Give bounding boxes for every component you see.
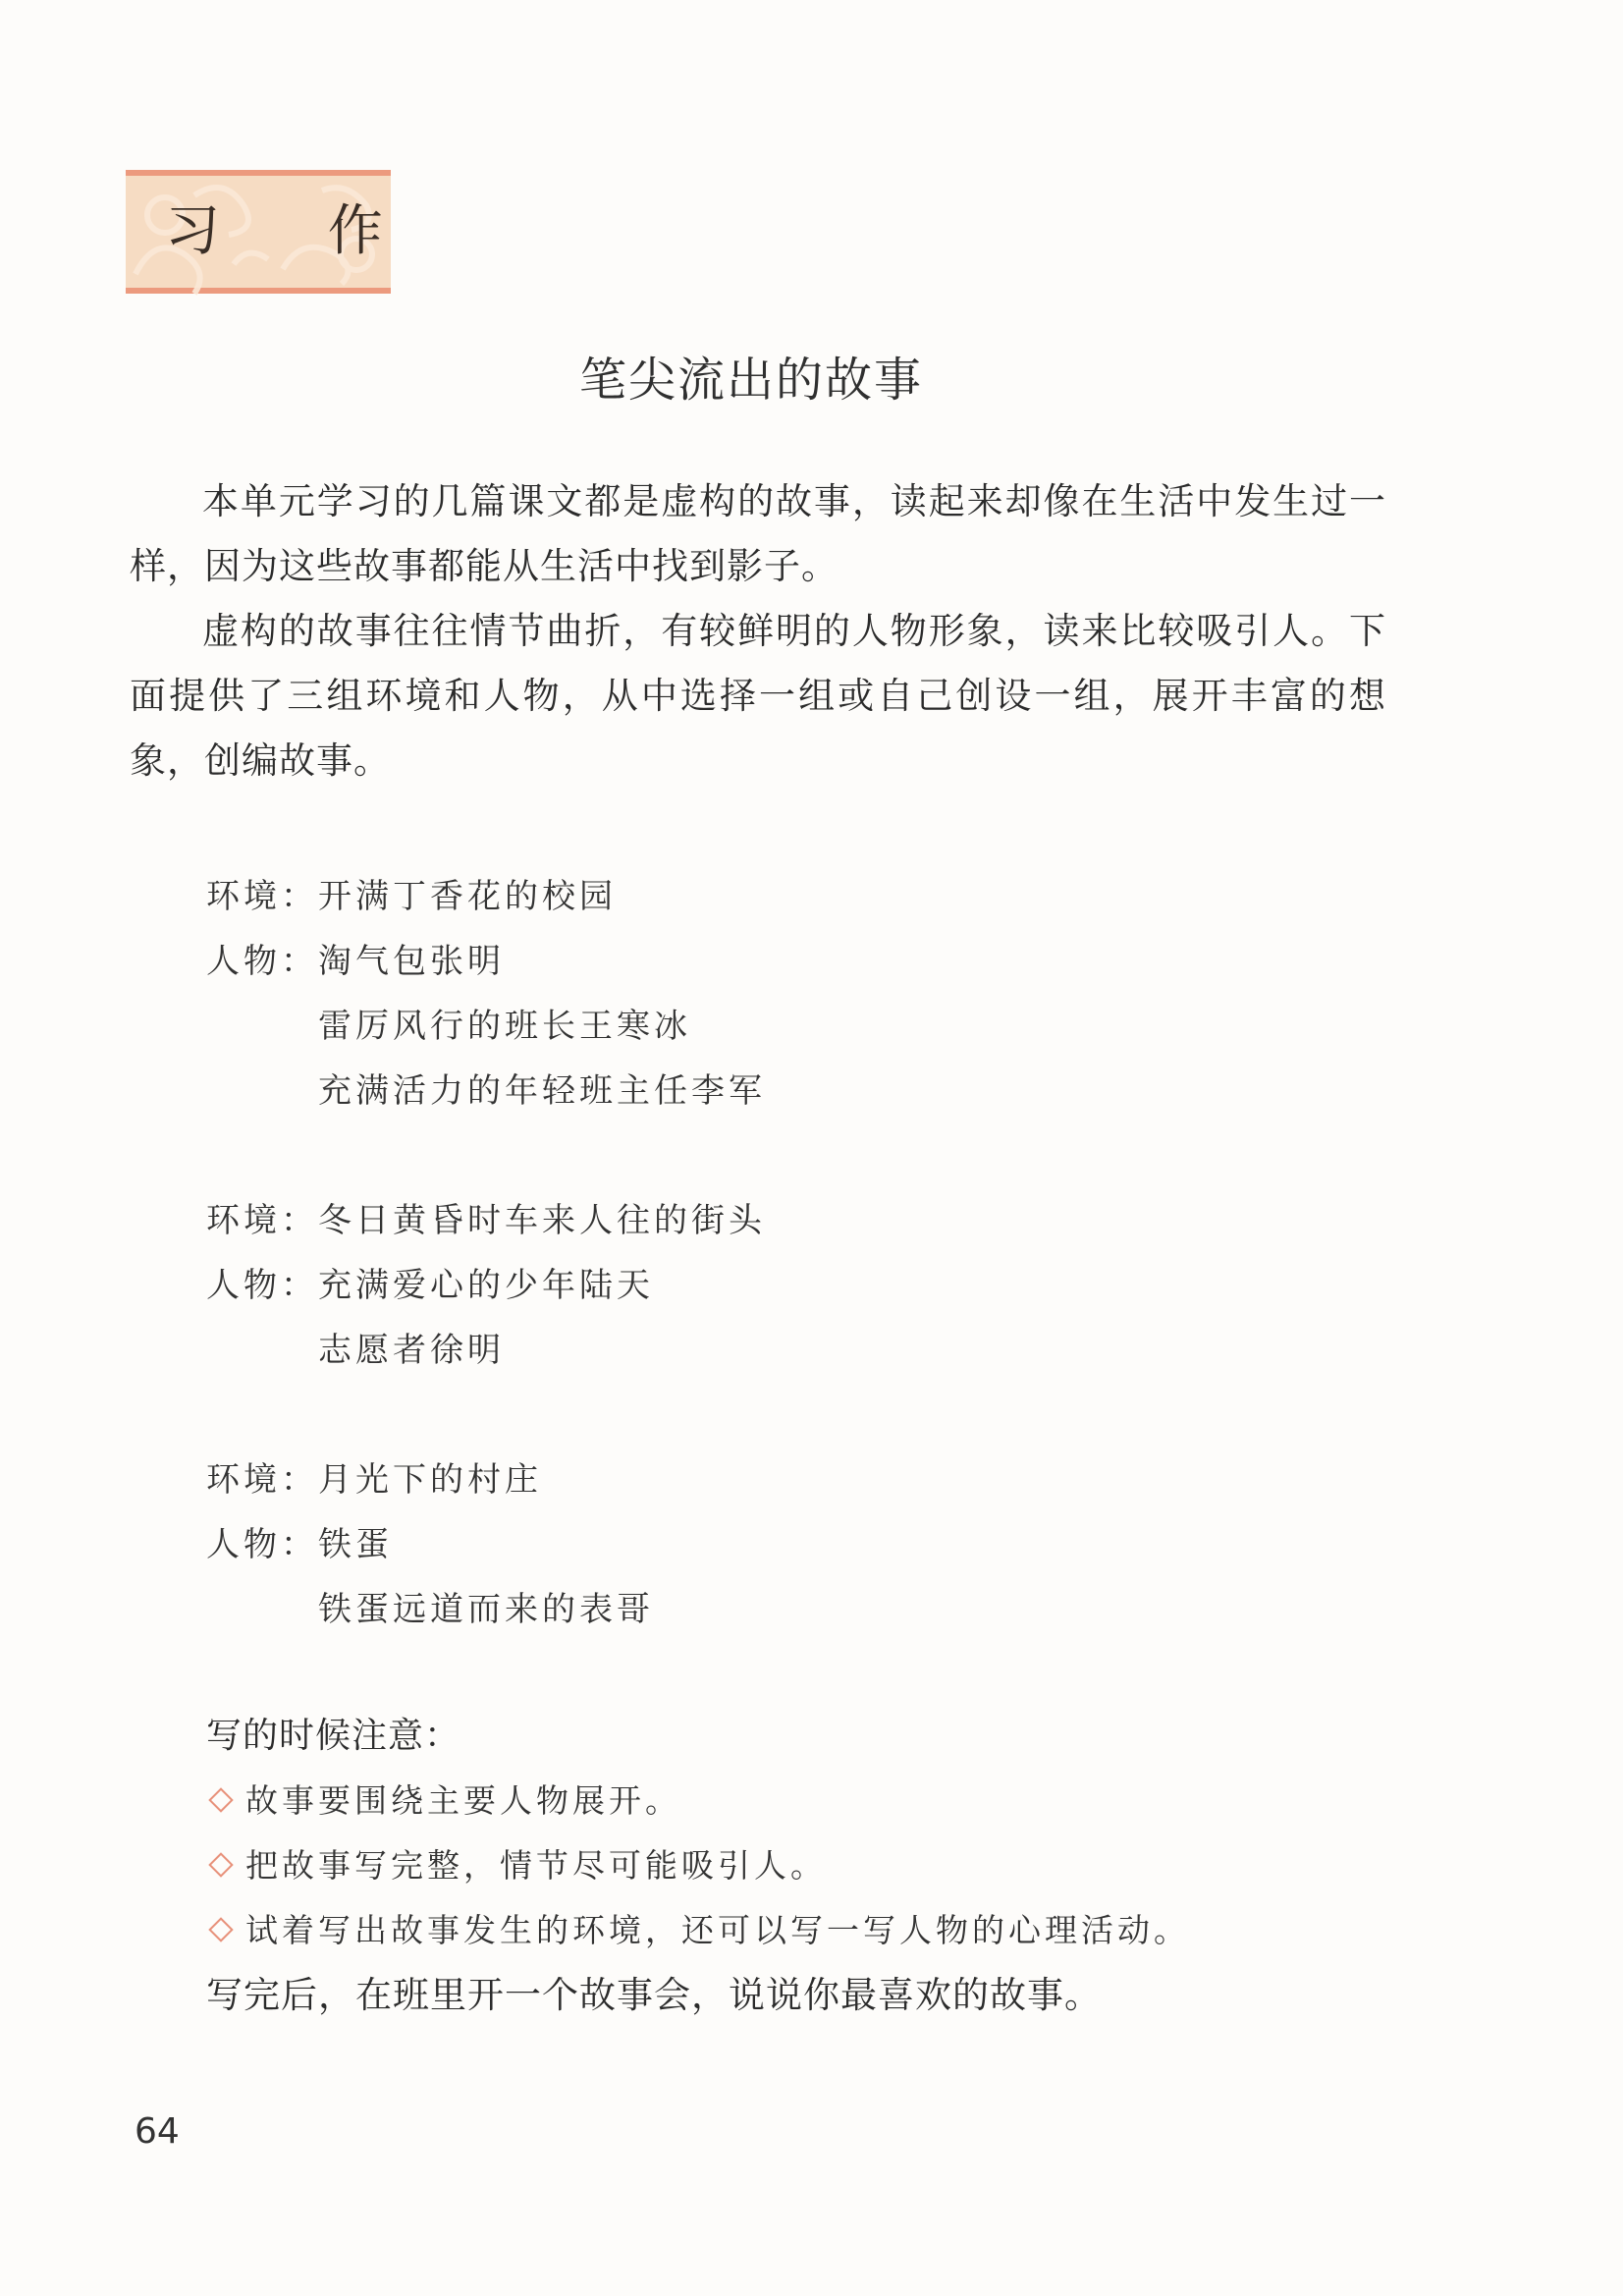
section-banner (126, 170, 428, 294)
character-line (206, 1577, 766, 1642)
story-groups (206, 864, 766, 1707)
section-label: 习 作 (165, 199, 428, 263)
setting-label: 环境： (206, 1201, 318, 1240)
note-text: 把故事写完整，情节尽可能吸引人。 (245, 1846, 827, 1885)
intro-paragraph: 虚构的故事往往情节曲折，有较鲜明的人物形象，读来比较吸引人。下面提供了三组环境和人物，从中选择一组或自己创设一组，展开丰富的想象，创编故事。 (130, 610, 1386, 782)
note-item (206, 1833, 1190, 1898)
characters-label: 人物： (206, 1266, 318, 1305)
character-line (206, 929, 766, 994)
character-text: 志愿者徐明 (318, 1331, 505, 1370)
character-line (206, 1253, 766, 1318)
character-text: 雷厉风行的班长王寒冰 (318, 1007, 691, 1046)
writing-notes (206, 1704, 1190, 2028)
page-title: 笔尖流出的故事 (578, 353, 923, 408)
story-group (206, 1448, 766, 1642)
setting-line (206, 1448, 766, 1512)
setting-text: 冬日黄昏时车来人往的街头 (318, 1201, 766, 1240)
character-line (206, 1512, 766, 1577)
character-text: 充满爱心的少年陆天 (318, 1266, 654, 1305)
note-text: 试着写出故事发生的环境，还可以写一写人物的心理活动。 (245, 1911, 1190, 1949)
character-line (206, 994, 766, 1059)
diamond-bullet-icon (208, 1852, 233, 1877)
closing-text: 写完后，在班里开一个故事会，说说你最喜欢的故事。 (206, 1974, 1102, 2016)
character-line (206, 1059, 766, 1123)
character-text: 充满活力的年轻班主任李军 (318, 1071, 766, 1111)
diamond-bullet-icon (208, 1917, 233, 1941)
note-item (206, 1898, 1190, 1963)
intro-paragraph: 本单元学习的几篇课文都是虚构的故事，读起来却像在生活中发生过一样，因为这些故事都能从生活中找到影子。 (130, 480, 1386, 587)
setting-line (206, 864, 766, 929)
diamond-bullet-icon (208, 1787, 233, 1812)
setting-text: 开满丁香花的校园 (318, 877, 617, 916)
setting-label: 环境： (206, 1460, 318, 1500)
character-text: 铁蛋远道而来的表哥 (318, 1590, 654, 1629)
character-text: 铁蛋 (318, 1525, 393, 1564)
characters-label: 人物： (206, 1525, 318, 1564)
page-number: 64 (135, 2111, 180, 2152)
setting-text: 月光下的村庄 (318, 1460, 542, 1500)
note-item (206, 1769, 1190, 1833)
characters-label: 人物： (206, 942, 318, 981)
setting-label: 环境： (206, 877, 318, 916)
character-text: 淘气包张明 (318, 942, 505, 981)
notes-heading: 写的时候注意： (206, 1716, 461, 1756)
setting-line (206, 1188, 766, 1253)
story-group (206, 1188, 766, 1383)
story-group (206, 864, 766, 1123)
character-line (206, 1318, 766, 1383)
intro-text (130, 469, 1386, 793)
note-text: 故事要围绕主要人物展开。 (245, 1781, 681, 1820)
